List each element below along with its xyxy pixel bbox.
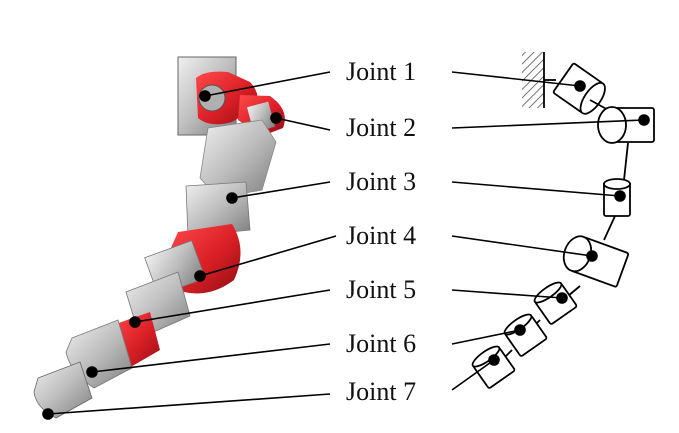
dot-joint-1-schematic [575,81,585,91]
joint-7-cylinder [470,343,515,388]
dot-joint-3-schematic [615,191,625,201]
dot-joint-5-schematic [557,293,567,303]
dot-joint-3-arm [227,193,237,203]
joint-6-cylinder [502,311,547,356]
joint-5-cylinder [532,279,577,324]
dot-joint-4-schematic [587,251,597,261]
dot-joint-7-arm [43,409,53,419]
label-joint-2: Joint 2 [346,113,417,142]
dot-joint-6-arm [87,367,97,377]
label-joint-4: Joint 4 [346,221,417,250]
dot-joint-4-arm [195,271,205,281]
dot-joint-1-arm [200,91,210,101]
leader-joint-3-right [452,182,620,196]
dot-joint-2-arm [271,113,281,123]
leader-joint-1-right [452,72,580,86]
dot-joint-2-schematic [639,115,649,125]
label-joint-1: Joint 1 [346,57,417,86]
label-joint-6: Joint 6 [346,329,417,358]
label-joint-7: Joint 7 [346,377,417,406]
dot-joint-5-arm [130,317,140,327]
label-joint-3: Joint 3 [346,167,417,196]
kinematic-schematic [470,52,654,389]
dot-joint-7-schematic [489,355,499,365]
label-joint-5: Joint 5 [346,275,417,304]
dot-joint-6-schematic [515,325,525,335]
